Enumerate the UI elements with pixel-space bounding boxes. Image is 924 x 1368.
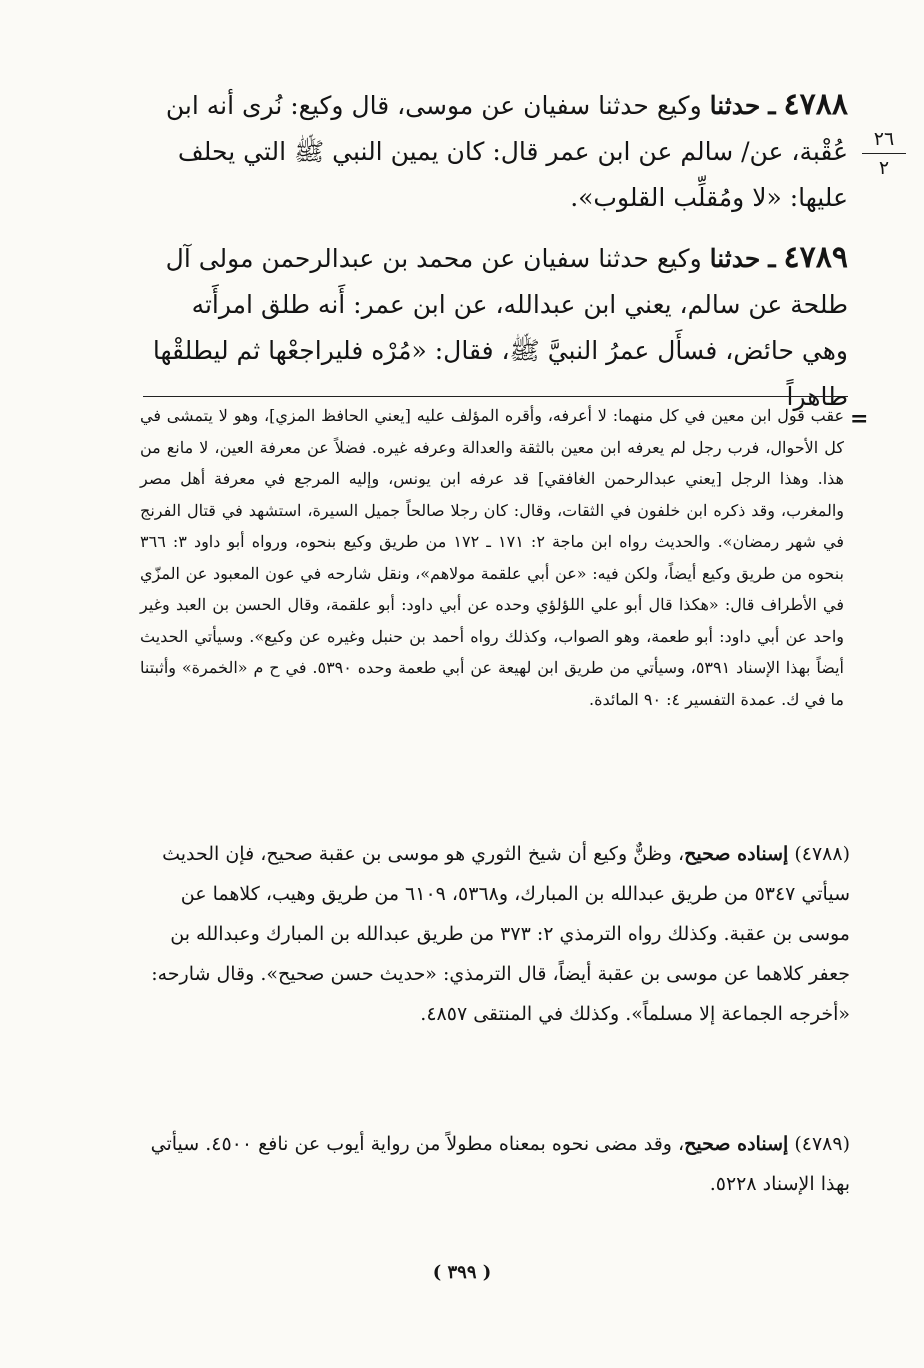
margin-ref-top: ٢٦ (873, 128, 895, 150)
footnote-text: ، وقد مضى نحوه بمعناه مطولاً من رواية أيوب عن نافع ٤٥٠٠. سيأتي بهذا الإسناد ٥٢٢٨. (150, 1133, 850, 1195)
page-number: ( ٣٩٩ ) (432, 1262, 492, 1283)
footnote-4788 (140, 834, 850, 1034)
hadith-separator: ـ (768, 244, 776, 273)
main-text (140, 82, 848, 434)
hadith-lead: حدثنا (709, 244, 761, 273)
hadith-text: وكيع حدثنا سفيان عن موسى، قال وكيع: نُرى أنه ابن عُقْبة، عن/ سالم عن ابن عمر قال: كان يمين النبي ﷺ التي يحلف عليها: «لا ومُقلِّب القلوب». (165, 91, 848, 212)
hadith-number: ٤٧٨٨ (783, 87, 848, 122)
footnote-continued: عقب قول ابن معين في كل منهما: لا أعرفه، وأقره المؤلف عليه [يعني الحافظ المزي]، وهو لا يتمشى في كل الأحوال، فرب رجل لم يعرفه ابن معين بالثقة والعدالة وعرفه غيره. فضلاً عن معرفة العين، لا مانع من هذا. وهذا الرجل [يعني عبدالرحمن الغافقي] قد عرفه ابن يونس، وإليه المرجع في معرفة أهل مصر والمغرب، وقد ذكره ابن خلفون في الثقات، وقال: كان رجلا صالحاً جميل السيرة، استشهد في قتال الفرنج في شهر رمضان». والحديث رواه ابن ماجة ٢: ١٧١ ـ ١٧٢ من طريق وكيع بنحوه، ورواه أبو داود ٣: ٣٦٦ بنحوه من طريق وكيع أيضاً، ولكن فيه: «عن أبي علقمة مولاهم»، ونقل شارحه في عون المعبود عن المزّي في الأطراف قال: «هكذا قال أبو علي اللؤلؤي وحده عن أبي داود: أبو علقمة، وقال الحسن بن العبد وغير واحد عن أبي داود: أبو طعمة، وهو الصواب، وكذلك رواه أحمد بن حنبل وغيره عن وكيع». وسيأتي الحديث أيضاً بهذا الإسناد ٥٣٩١، وسيأتي من طريق ابن لهيعة عن أبي طعمة وحده ٥٣٩٠. في ح م «الخمرة» وأثبتنا ما في ك. عمدة التفسير ٤: ٩٠ المائدة. (140, 406, 845, 709)
footnote-text: ، وظنٌّ وكيع أن شيخ الثوري هو موسى بن عقبة صحيح، فإن الحديث سيأتي ٥٣٤٧ من طريق عبدالله بن المبارك، و٥٣٦٨، ٦١٠٩ من طريق وهيب، كلاهما عن موسى بن عقبة. وكذلك رواه الترمذي ٢: ٣٧٣ من طريق عبدالله بن المبارك وعبدالله بن جعفر كلاهما عن موسى بن عقبة أيضاً، قال الترمذي: «حديث حسن صحيح». وقال شارحه: «أخرجه الجماعة إلا مسلماً». وكذلك في المنتقى ٤٨٥٧. (151, 843, 850, 1025)
hadith-4788 (140, 82, 848, 221)
footnote-divider (143, 396, 848, 397)
footnote-head: إسناده صحيح (684, 843, 789, 865)
hadith-4789 (140, 235, 848, 420)
margin-ref-rule (862, 153, 906, 154)
hadith-number: ٤٧٨٩ (783, 240, 848, 275)
hadith-text: وكيع حدثنا سفيان عن محمد بن عبدالرحمن مولى آل طلحة عن سالم، يعني ابن عبدالله، عن ابن عمر: أَنه طلق امرأَته وهي حائض، فسأَل عمرُ النبيَّ ﷺ، فقال: «مُرْه فليراجعْها ثم ليطلقْها طاهراً (152, 244, 848, 411)
footnote-number: (٤٧٨٩) (794, 1133, 850, 1155)
footnote-4789 (140, 1124, 850, 1204)
margin-ref-bottom: ٢ (878, 157, 890, 179)
footnote-number: (٤٧٨٨) (794, 843, 850, 865)
hadith-separator: ـ (768, 91, 776, 120)
margin-reference (862, 128, 906, 179)
footnote-head: إسناده صحيح (684, 1133, 789, 1155)
continuation-mark: = (850, 406, 869, 432)
hadith-lead: حدثنا (709, 91, 761, 120)
